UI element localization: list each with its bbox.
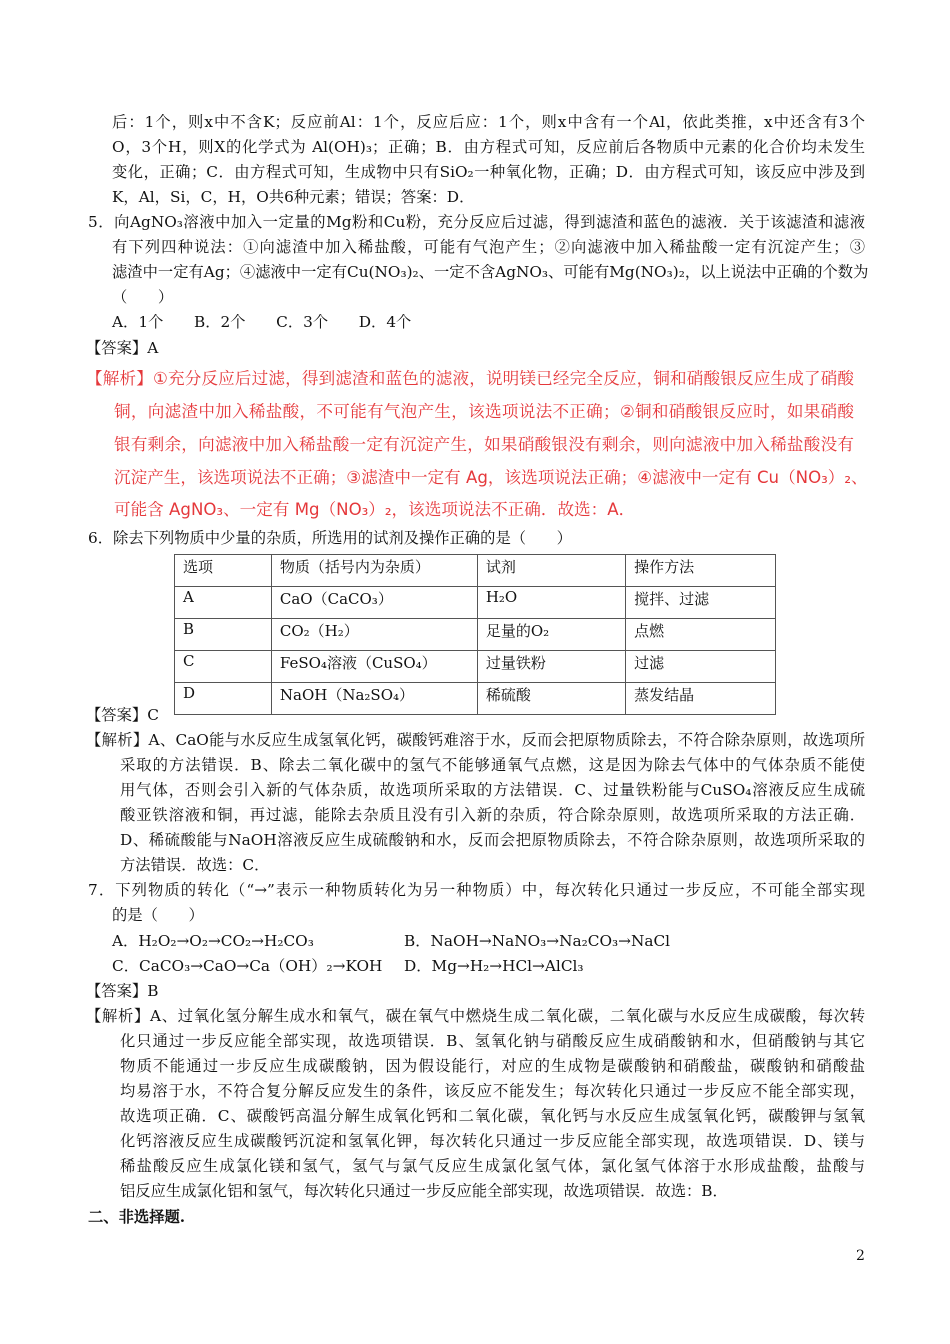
q5-answer: 【答案】A xyxy=(86,339,159,357)
q6-analysis-line: 用气体，否则会引入新的气体杂质，故选项所采取的方法错误．C、过量铁粉能与CuSO₄溶液反应生成硫 xyxy=(120,781,865,799)
table-cell: B xyxy=(175,619,272,651)
table-cell: C xyxy=(175,651,272,683)
table-cell: NaOH（Na₂SO₄） xyxy=(271,683,477,715)
q7-analysis-line: 【解析】A、过氧化氢分解生成水和氧气，碳在氧气中燃烧生成二氧化碳，二氧化碳与水反应生成碳酸，每次转 xyxy=(86,1007,865,1025)
q7-analysis-line: 故选项正确．C、碳酸钙高温分解生成氧化钙和二氧化碳，氧化钙与水反应生成氢氧化钙，碳酸钾与氢氧 xyxy=(120,1107,865,1125)
table-row xyxy=(175,683,776,715)
table-cell: A xyxy=(175,587,272,619)
table-cell: CaO（CaCO₃） xyxy=(271,587,477,619)
q5-analysis-line: 银有剩余，向滤液中加入稀盐酸一定有沉淀产生，如果硝酸银没有剩余，则向滤液中加入稀盐酸没有 xyxy=(114,435,854,454)
q5-analysis-line: 可能含 AgNO₃、一定有 Mg（NO₃）₂，该选项说法不正确．故选：A． xyxy=(114,500,636,519)
table-cell: 稀硫酸 xyxy=(477,683,625,715)
q5-analysis-line: 【解析】①充分反应后过滤，得到滤渣和蓝色的滤液，说明镁已经完全反应，铜和硝酸银反应生成了硝酸 xyxy=(86,369,854,388)
q7-answer: 【答案】B xyxy=(86,982,159,1000)
page-number: 2 xyxy=(856,1248,865,1264)
table-header-row xyxy=(175,555,776,587)
table-cell: 物质（括号内为杂质） xyxy=(271,555,477,587)
q7-analysis-line: 稀盐酸反应生成氯化镁和氢气，氢气与氯气反应生成氯化氢气体，氯化氢气体溶于水形成盐酸，盐酸与 xyxy=(120,1157,865,1175)
table-cell: 搅拌、过滤 xyxy=(626,587,776,619)
table-cell: CO₂（H₂） xyxy=(271,619,477,651)
q5-stem-line: 5．向AgNO₃溶液中加入一定量的Mg粉和Cu粉，充分反应后过滤，得到滤渣和蓝色的滤液．关于该滤渣和滤液 xyxy=(88,213,865,231)
q7-option: A．H₂O₂→O₂→CO₂→H₂CO₃ xyxy=(112,932,314,950)
table-row xyxy=(175,651,776,683)
q7-stem-line: 7．下列物质的转化（“→”表示一种物质转化为另一种物质）中，每次转化只通过一步反应，不可能全部实现 xyxy=(88,881,865,899)
table-cell: H₂O xyxy=(477,587,625,619)
table-cell: 过量铁粉 xyxy=(477,651,625,683)
table-cell: 蒸发结晶 xyxy=(626,683,776,715)
q6-analysis-line: D、稀硫酸能与NaOH溶液反应生成硫酸钠和水，反而会把原物质除去，不符合除杂原则，故选项所采取的 xyxy=(120,831,865,849)
table-cell: 点燃 xyxy=(626,619,776,651)
q6-analysis-line: 采取的方法错误．B、除去二氧化碳中的氢气不能够通氧气点燃，这是因为除去气体中的气体杂质不能使 xyxy=(120,756,865,774)
q5-stem-line: 有下列四种说法：①向滤渣中加入稀盐酸，可能有气泡产生；②向滤液中加入稀盐酸一定有沉淀产生；③ xyxy=(112,238,865,256)
q6-analysis-line: 【解析】A、CaO能与水反应生成氢氧化钙，碳酸钙难溶于水，反而会把原物质除去，不符合除杂原则，故选项所 xyxy=(86,731,865,749)
q5-options: A．1个 B．2个 C．3个 D．4个 xyxy=(112,313,412,331)
q4-analysis-line: 后：1个，则x中不含K；反应前Al：1个，反应后应：1个，则x中含有一个Al，依此类推，x中还含有3个 xyxy=(112,113,865,131)
q5-analysis-line: 沉淀产生，该选项说法不正确；③滤渣中一定有 Ag，该选项说法正确；④滤液中一定有 Cu（NO₃）₂、 xyxy=(114,468,868,487)
q4-analysis-line: K，Al，Si，C，H，O共6种元素；错误；答案：D． xyxy=(112,188,475,206)
q7-option: B．NaOH→NaNO₃→Na₂CO₃→NaCl xyxy=(404,932,671,950)
table-row xyxy=(175,619,776,651)
table-row xyxy=(175,587,776,619)
q7-analysis-line: 铝反应生成氯化铝和氢气，每次转化只通过一步反应能全部实现，故选项错误．故选：B． xyxy=(120,1182,728,1200)
q5-analysis-line: 铜，向滤渣中加入稀盐酸，不可能有气泡产生，该选项说法不正确；②铜和硝酸银反应时，如果硝酸 xyxy=(114,402,854,421)
q7-option: D．Mg→H₂→HCl→AlCl₃ xyxy=(404,957,584,975)
table-cell: FeSO₄溶液（CuSO₄） xyxy=(271,651,477,683)
q7-stem-line: 的是（ ） xyxy=(112,906,204,924)
table-cell: 过滤 xyxy=(626,651,776,683)
table-cell: 选项 xyxy=(175,555,272,587)
q6-analysis-line: 酸亚铁溶液和铜，再过滤，能除去杂质且没有引入新的杂质，符合除杂原则，故选项所采取的方法正确． xyxy=(120,806,865,824)
q7-analysis-line: 均易溶于水，不符合复分解反应发生的条件，该反应不能发生；每次转化只通过一步反应不能全部实现， xyxy=(120,1082,865,1100)
q7-analysis-line: 化只通过一步反应能全部实现，故选项错误．B、氢氧化钠与硝酸反应生成硝酸钠和水，但硝酸钠与其它 xyxy=(120,1032,865,1050)
q6-table xyxy=(174,554,776,715)
q7-analysis-line: 物质不能通过一步反应生成碳酸钠，因为假设能行，对应的生成物是碳酸钠和硝酸盐，碳酸钠和硝酸盐 xyxy=(120,1057,865,1075)
q5-stem-line: 滤渣中一定有Ag；④滤液中一定有Cu(NO₃)₂、一定不含AgNO₃、可能有Mg(NO₃)₂，以上说法中正确的个数为 xyxy=(112,263,869,281)
q6-stem: 6．除去下列物质中少量的杂质，所选用的试剂及操作正确的是（ ） xyxy=(88,529,572,547)
table-cell: 足量的O₂ xyxy=(477,619,625,651)
q6-answer: 【答案】C xyxy=(86,706,159,724)
table-cell: 试剂 xyxy=(477,555,625,587)
q7-analysis-line: 化钙溶液反应生成碳酸钙沉淀和氢氧化钾，每次转化只通过一步反应能全部实现，故选项错误．D、镁与 xyxy=(120,1132,865,1150)
table-cell: D xyxy=(175,683,272,715)
q6-analysis-line: 方法错误．故选：C． xyxy=(120,856,270,874)
section-heading: 二、非选择题. xyxy=(88,1208,186,1226)
table-cell: 操作方法 xyxy=(626,555,776,587)
q7-option: C．CaCO₃→CaO→Ca（OH）₂→KOH xyxy=(112,957,383,975)
q5-stem-line: （ ） xyxy=(112,288,174,306)
q4-analysis-line: O，3个H，则X的化学式为 Al(OH)₃；正确；B．由方程式可知，反应前后各物质中元素的化合价均未发生 xyxy=(112,138,865,156)
q4-analysis-line: 变化，正确；C．由方程式可知，生成物中只有SiO₂一种氧化物，正确；D．由方程式可知，该反应中涉及到 xyxy=(112,163,865,181)
